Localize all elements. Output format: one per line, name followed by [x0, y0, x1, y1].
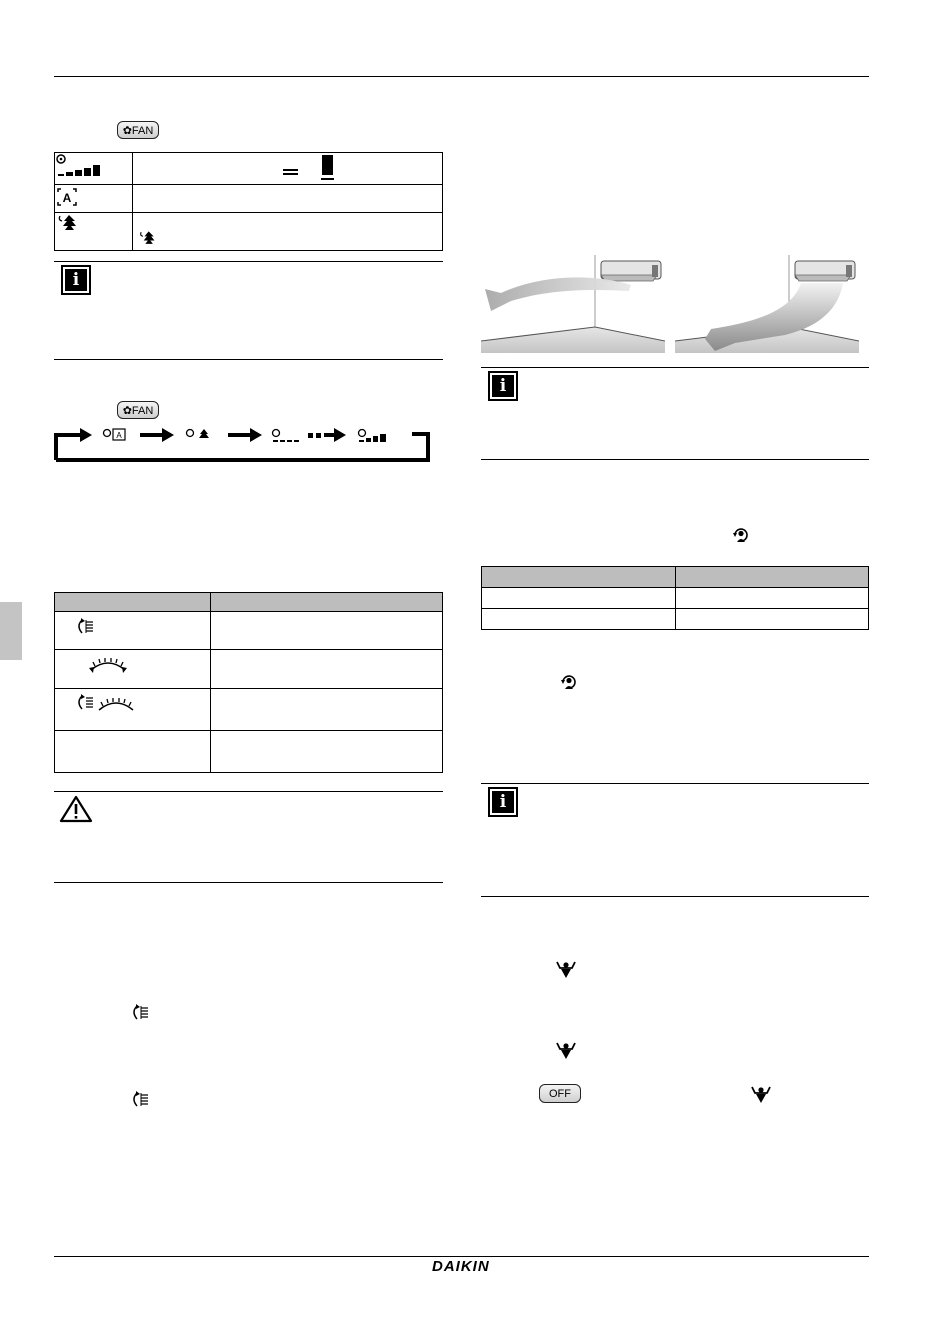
note-rule-top: [481, 367, 869, 368]
vertical-swing-icon: [130, 1091, 150, 1109]
arrow-icon: [140, 428, 174, 442]
3d-swing-icon: [75, 693, 137, 715]
fan-speed-levels-icon: [55, 153, 101, 179]
auto-mode-icon: [55, 186, 79, 208]
table-header-row: [482, 567, 869, 588]
fan-low-icon: [273, 430, 300, 443]
note-rule-bottom: [481, 896, 869, 897]
powerful-icon: [749, 1084, 773, 1104]
info-icon: i: [488, 371, 518, 401]
fan-auto-icon: [104, 429, 126, 440]
table-row: [55, 185, 443, 213]
table-row: [482, 609, 869, 630]
svg-text:A: A: [62, 191, 72, 205]
note-rule-top: [54, 791, 443, 792]
svg-text:A: A: [116, 431, 122, 440]
fan-sequence-diagram: [52, 424, 434, 464]
fan-button[interactable]: ✿FAN: [117, 401, 159, 419]
low-speed-bar-icon: [283, 167, 299, 177]
comfort-table: [481, 566, 869, 630]
fan-high-icon: [359, 430, 387, 443]
fan-button[interactable]: ✿FAN: [117, 121, 159, 139]
table-row: [55, 153, 443, 185]
info-icon: i: [61, 265, 91, 295]
comfort-airflow-icon: [559, 673, 579, 693]
airflow-illustration-right: [675, 255, 859, 353]
footer-rule: [54, 1256, 869, 1257]
comfort-airflow-icon: [731, 526, 751, 546]
powerful-icon: [554, 959, 578, 979]
arrow-icon: [228, 428, 262, 442]
airflow-illustration-left: [481, 255, 665, 353]
quiet-night-icon: [137, 229, 157, 247]
table-row: [482, 588, 869, 609]
table-row: [55, 213, 443, 251]
swing-table: [54, 592, 443, 773]
vertical-swing-icon: [75, 618, 95, 636]
powerful-icon: [554, 1040, 578, 1060]
table-row: [55, 689, 443, 731]
arrow-icon: [324, 428, 346, 442]
fan-quiet-icon: [187, 429, 210, 438]
note-rule-bottom: [54, 882, 443, 883]
top-rule: [54, 76, 869, 77]
vertical-swing-icon: [130, 1004, 150, 1022]
warning-icon: [59, 795, 93, 823]
off-button[interactable]: OFF: [539, 1084, 581, 1103]
daikin-logo: DAIKIN: [432, 1258, 490, 1275]
table-header-row: [55, 593, 443, 612]
note-rule-bottom: [54, 359, 443, 360]
info-icon: i: [488, 787, 518, 817]
note-rule-top: [54, 261, 443, 262]
high-speed-bar-icon: [321, 155, 335, 181]
table-row: [55, 612, 443, 650]
chapter-side-tab: [0, 602, 22, 660]
table-row: [55, 650, 443, 689]
quiet-night-icon: [55, 213, 79, 233]
horizontal-swing-icon: [87, 654, 129, 674]
note-rule-bottom: [481, 459, 869, 460]
note-rule-top: [481, 783, 869, 784]
fan-speed-table: [54, 152, 443, 251]
table-row: [55, 731, 443, 773]
